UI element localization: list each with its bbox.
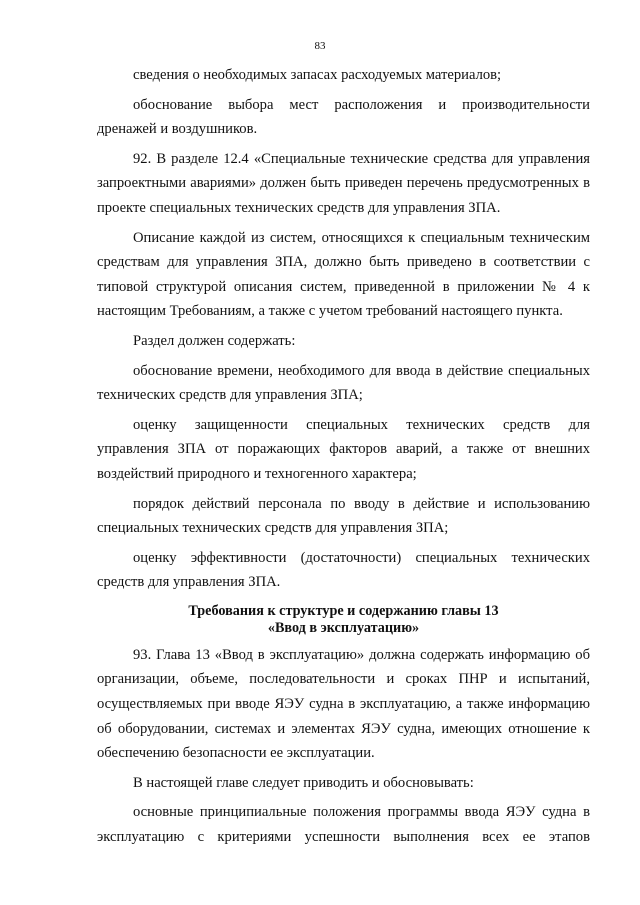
- chapter-13-heading: [97, 603, 590, 637]
- paragraph-efficiency-assessment: оценку эффективности (достаточности) специальных технических средств для управления ЗПА.: [97, 549, 590, 591]
- document-body: [97, 63, 590, 850]
- paragraph-consumables: сведения о необходимых запасах расходуемых материалов;: [133, 67, 502, 83]
- paragraph-time-justification: обоснование времени, необходимого для ввода в действие специальных технических средств для управления ЗПА;: [97, 362, 590, 404]
- heading-line-2: «Ввод в эксплуатацию»: [267, 619, 420, 636]
- paragraph-chapter-provide: В настоящей главе следует приводить и обосновывать:: [133, 774, 474, 791]
- paragraph-92: 92. В разделе 12.4 «Специальные технические средства для управления запроектными авариями» должен быть приведен перечень предусмотренных в проекте специальных технических средств для управления ЗПА.: [97, 150, 590, 216]
- paragraph-personnel-actions: порядок действий персонала по вводу в действие и использованию специальных технических средств для управления ЗПА;: [97, 495, 590, 537]
- paragraph-drainage: обоснование выбора мест расположения и производительности дренажей и воздушников.: [97, 96, 590, 138]
- paragraph-systems-description: Описание каждой из систем, относящихся к специальным техническим средствам для управления ЗПА, должно быть приведено в соответствии с типовой структурой описания систем, приведенной в приложении № 4 к настоящим Требованиям, а также с учетом требований настоящего пункта.: [97, 229, 590, 320]
- paragraph-section-contents: Раздел должен содержать:: [133, 332, 296, 349]
- page-number: 83: [314, 40, 326, 52]
- paragraph-protection-assessment: оценку защищенности специальных технических средств для управления ЗПА от поражающих факторов аварий, а также от внешних воздействий природного и техногенного характера;: [97, 416, 590, 482]
- paragraph-commissioning-program: основные принципиальные положения программы ввода ЯЭУ судна в эксплуатацию с критериями успешности выполнения всех ее этапов: [97, 804, 590, 846]
- paragraph-93: 93. Глава 13 «Ввод в эксплуатацию» должна содержать информацию об организации, объеме, последовательности и сроках ПНР и испытаний, осуществляемых при вводе ЯЭУ судна в эксплуатацию, а также информацию об оборудовании, системах и элементах ЯЭУ судна, имеющих отношение к обеспечению безопасности ее эксплуатации.: [97, 646, 590, 762]
- heading-line-1: Требования к структуре и содержанию главы 13: [188, 602, 499, 619]
